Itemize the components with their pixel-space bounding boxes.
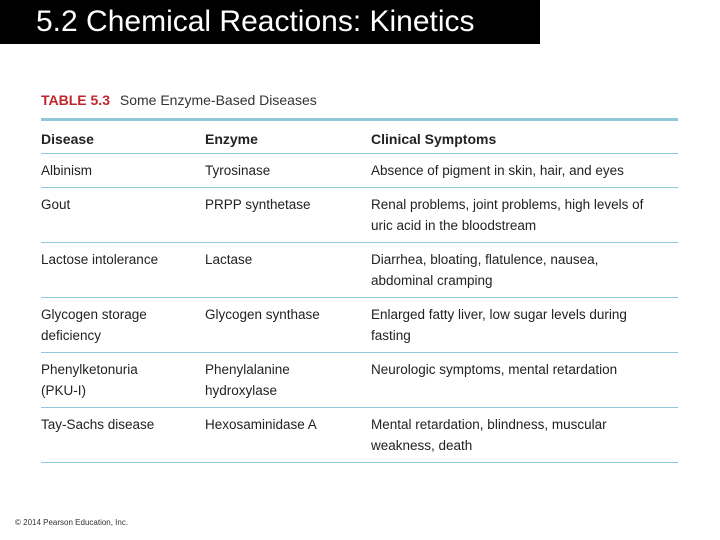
enzyme-cell-line: Hexosaminidase A: [205, 417, 317, 432]
symptoms-cell: [371, 188, 678, 243]
title-bar: [0, 0, 540, 44]
table-row: [41, 154, 678, 188]
symptoms-cell: [371, 353, 678, 408]
table-header-row: [41, 121, 678, 154]
symptoms-cell: [371, 408, 678, 463]
disease-cell: [41, 243, 205, 298]
enzyme-cell-line: Glycogen synthase: [205, 307, 320, 322]
disease-cell-line: Albinism: [41, 163, 93, 178]
disease-cell: [41, 154, 205, 188]
enzyme-cell: [205, 408, 371, 463]
table-row: [41, 408, 678, 463]
disease-cell-line: Phenylketonuria: [41, 362, 138, 377]
symptoms-cell-line: fasting: [371, 328, 411, 343]
symptoms-cell: [371, 154, 678, 188]
enzyme-cell-line: Phenylalanine: [205, 362, 290, 377]
enzyme-cell: [205, 243, 371, 298]
enzyme-cell: [205, 154, 371, 188]
disease-cell: [41, 188, 205, 243]
symptoms-cell-line: abdominal cramping: [371, 273, 493, 288]
enzyme-cell-line: hydroxylase: [205, 383, 278, 398]
disease-cell-line: Gout: [41, 197, 71, 212]
enzyme-cell: [205, 353, 371, 408]
symptoms-cell-line: Renal problems, joint problems, high levels of: [371, 197, 644, 212]
symptoms-cell-line: Mental retardation, blindness, muscular: [371, 417, 607, 432]
copyright-notice: © 2014 Pearson Education, Inc.: [15, 518, 129, 527]
disease-cell-line: Tay-Sachs disease: [41, 417, 155, 432]
disease-cell-line: Lactose intolerance: [41, 252, 159, 267]
slide-title: 5.2 Chemical Reactions: Kinetics: [36, 5, 475, 38]
symptoms-cell-line: Absence of pigment in skin, hair, and eyes: [371, 163, 624, 178]
disease-cell: [41, 298, 205, 353]
disease-cell: [41, 408, 205, 463]
enzyme-diseases-table: [41, 121, 678, 463]
disease-cell: [41, 353, 205, 408]
header-clinical-symptoms: Clinical Symptoms: [371, 121, 678, 154]
enzyme-cell: [205, 188, 371, 243]
enzyme-cell: [205, 298, 371, 353]
header-disease: Disease: [41, 121, 205, 154]
table-caption-text: Some Enzyme-Based Diseases: [119, 92, 317, 108]
symptoms-cell-line: uric acid in the bloodstream: [371, 218, 537, 233]
symptoms-cell: [371, 243, 678, 298]
enzyme-cell-line: Lactase: [205, 252, 253, 267]
header-enzyme: Enzyme: [205, 121, 371, 154]
symptoms-cell: [371, 298, 678, 353]
table-row: [41, 353, 678, 408]
disease-cell-line: (PKU-I): [41, 383, 86, 398]
symptoms-cell-line: Enlarged fatty liver, low sugar levels during: [371, 307, 627, 322]
symptoms-cell-line: Diarrhea, bloating, flatulence, nausea,: [371, 252, 599, 267]
symptoms-cell-line: weakness, death: [371, 438, 473, 453]
table-row: [41, 188, 678, 243]
disease-cell-line: Glycogen storage: [41, 307, 147, 322]
enzyme-cell-line: Tyrosinase: [205, 163, 271, 178]
table-row: [41, 243, 678, 298]
table-caption: [41, 92, 317, 108]
table-number: TABLE 5.3: [41, 92, 110, 108]
enzyme-cell-line: PRPP synthetase: [205, 197, 311, 212]
table-row: [41, 298, 678, 353]
disease-cell-line: deficiency: [41, 328, 102, 343]
symptoms-cell-line: Neurologic symptoms, mental retardation: [371, 362, 618, 377]
